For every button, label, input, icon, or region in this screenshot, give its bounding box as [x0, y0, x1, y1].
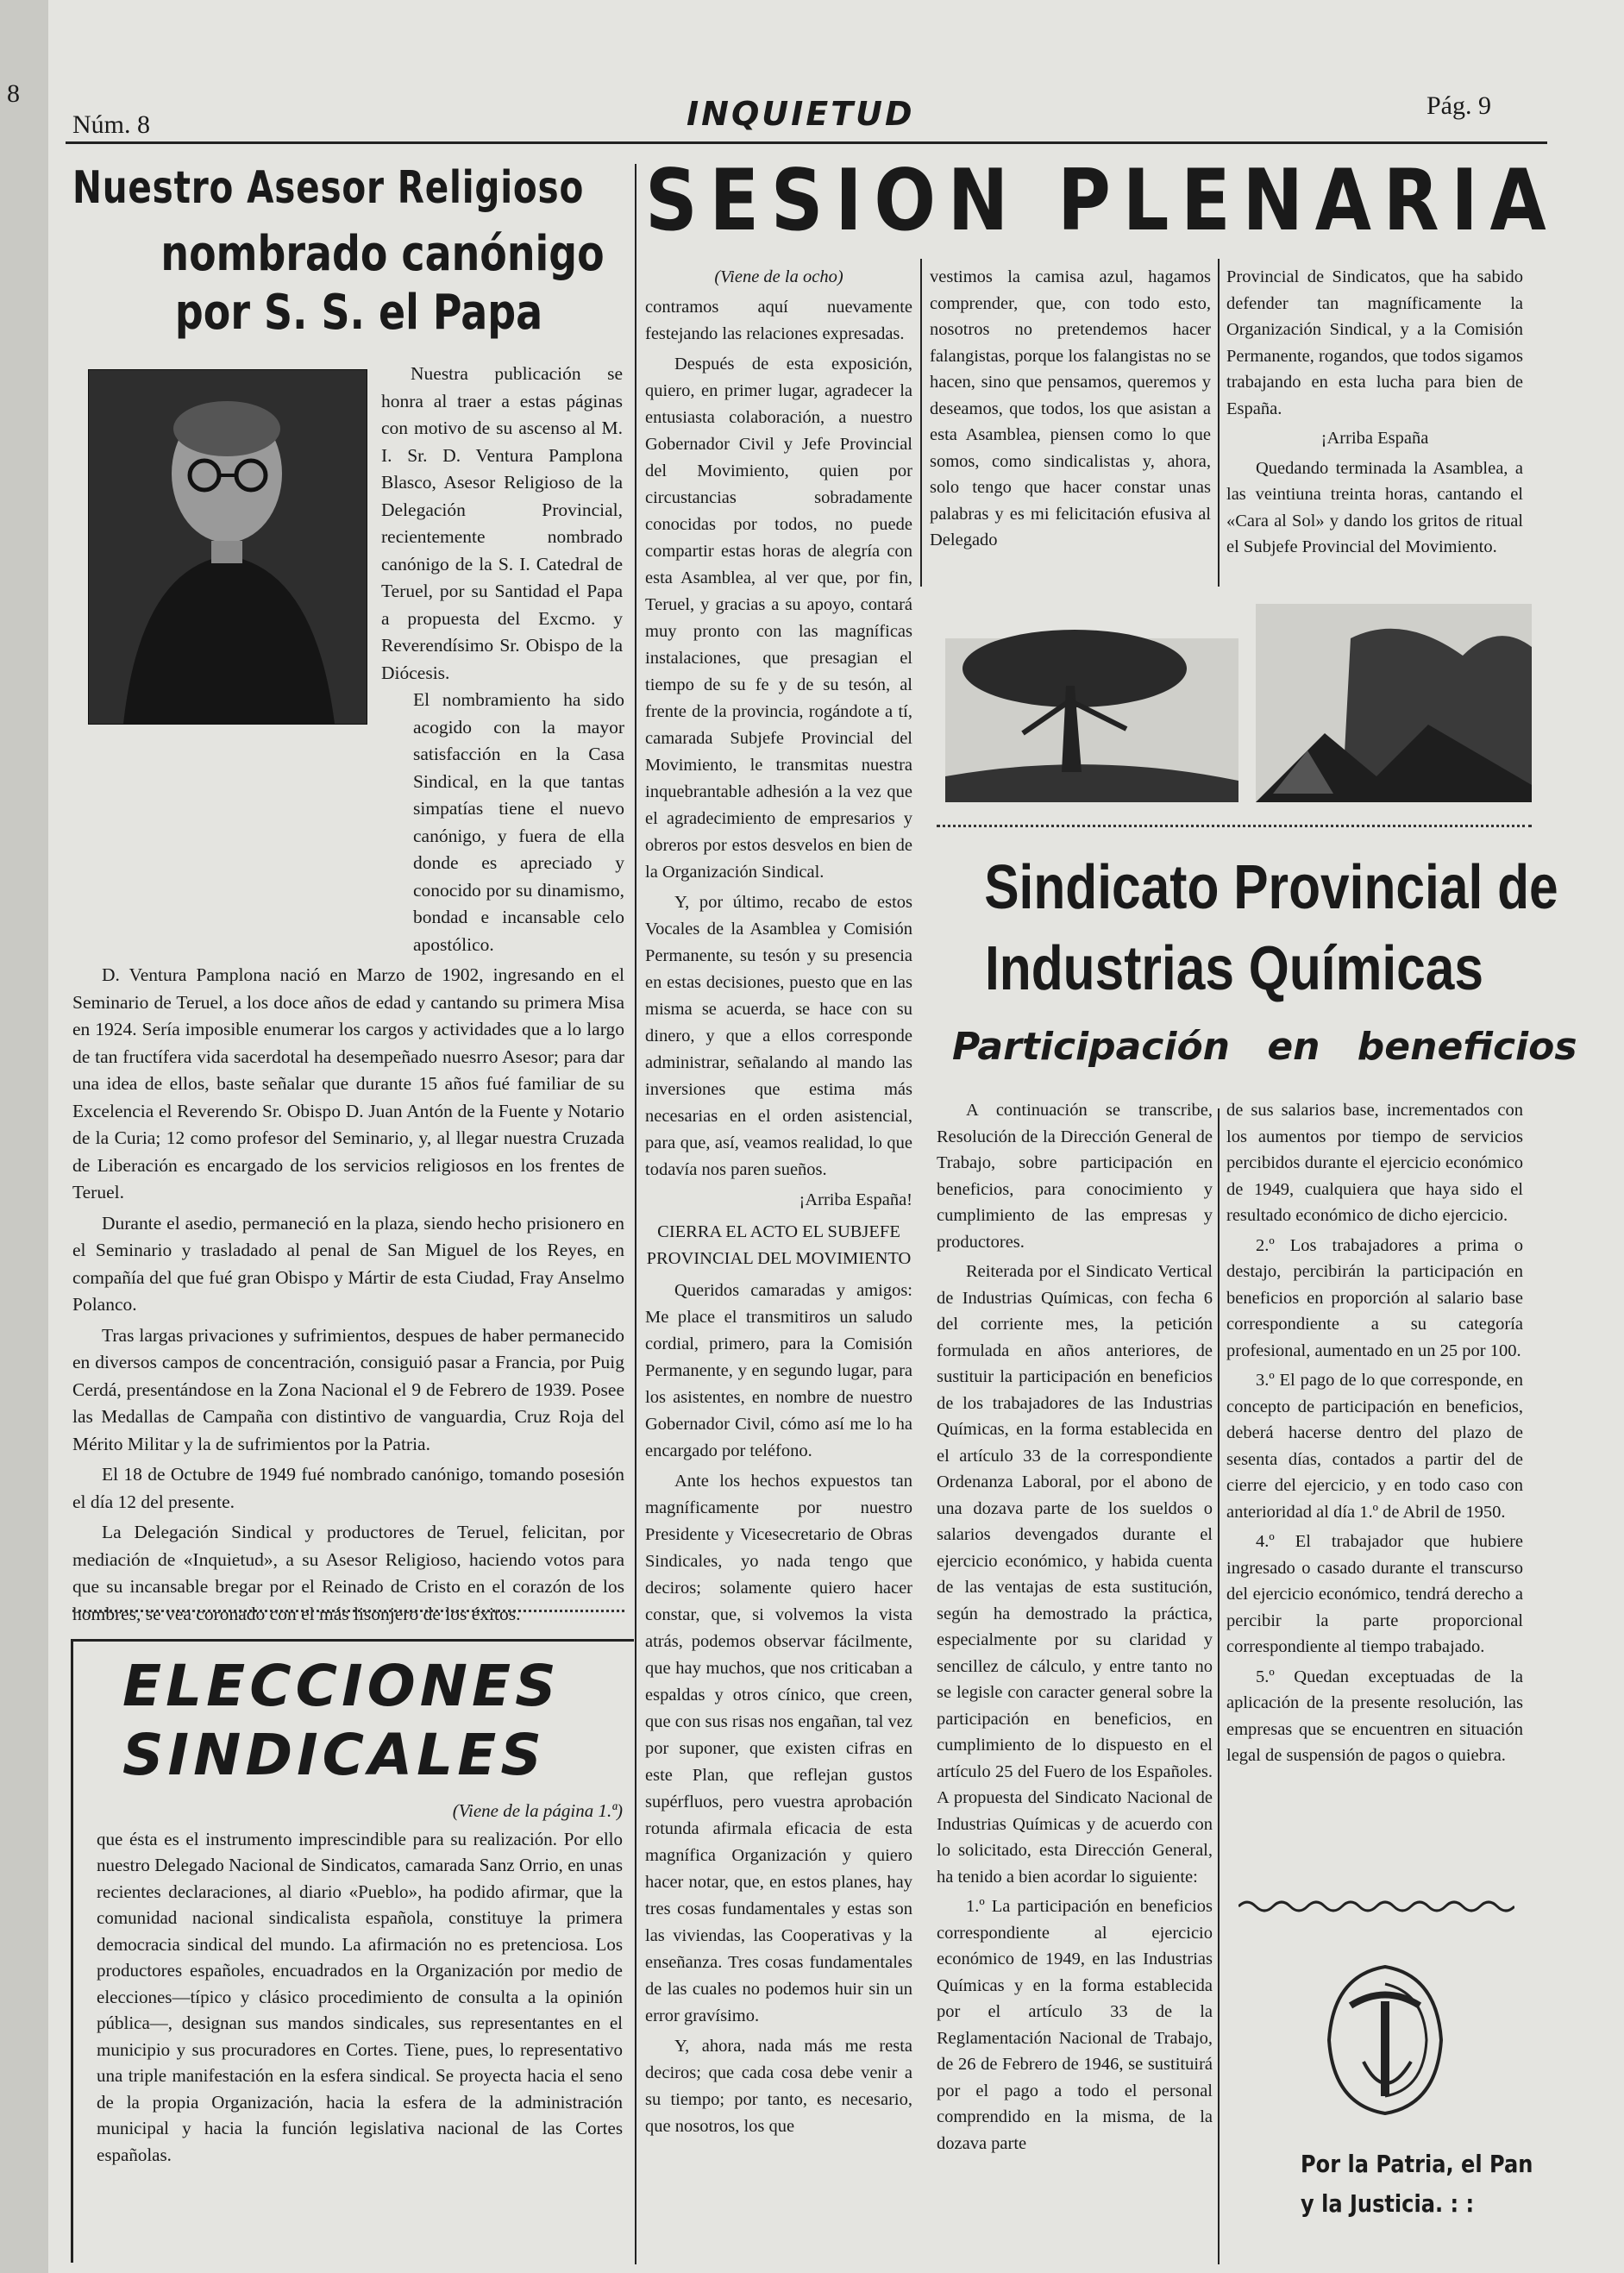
sesion-closing: ¡Arriba España [1320, 429, 1429, 448]
issue-number: Núm. 8 [72, 110, 150, 139]
column-divider [1218, 1108, 1220, 2264]
sindicato-column-2 [1226, 1097, 1523, 1773]
previous-page-edge [0, 0, 51, 2273]
sesion-closing: ¡Arriba España! [799, 1190, 912, 1209]
sindicato-paragraph: A continuación se transcribe, Resolución de la Dirección General de Trabajo, sobre participación en beneficios, para conocimiento y cumplimiento de las empresas y productores. [937, 1101, 1213, 1252]
priest-portrait-image [89, 370, 367, 724]
header-rule [66, 141, 1547, 144]
sesion-paragraph: Ante los hechos expuestos tan magníficamente por nuestro Presidente y Vicesecretario de Obras Sindicales, yo nada tengo que deciros; solamente quiero hacer constar, que, si volvemos la vista atrás, podemos observar fácilmente, que hay muchos, que nos criticaban a espaldas y otros cínico, que creen, que con sus risas nos engañan, tal vez por suponer, que existen cifras en este Plan, que reflejan gustos supérfluos, pero vuestra aprobación rotunda afirmala eficacia de esta magnífica Organización y quiero hacer notar, que, en estos planes, hay tres cosas fundamentales y estas son las viviendas, las Cooperativas y la enseñanza. Tres cosas fundamentales de las cuales no podemos huir sin un error gravísimo. [645, 1472, 912, 2025]
sesion-paragraph: Queridos camaradas y amigos: Me place el transmitiros un saludo cordial, primero, para la Comisión Permanente, y en segundo lugar, para los asistentes, en nombre de nuestro Gobernador Civil, cómo así me lo ha encargado por teléfono. [645, 1281, 912, 1460]
article-paragraph: El 18 de Octubre de 1949 fué nombrado canónigo, tomando posesión el día 12 del presente. [72, 1464, 624, 1512]
sesion-paragraph: Y, por último, recabo de estos Vocales de la Asamblea y Comisión Permanente, su tesón y su presencia en estas decisiones, puesto que en las misma se acuerda, se hace con su dinero, y que a ellos corresponde administrar, señalando al mando las inversiones que estima más necesarias en el orden asistencial, para que, así, veamos realidad, lo que todavía nos paren sueños. [645, 893, 912, 1179]
sesion-title: SESION PLENARIA [645, 152, 1558, 250]
sesion-paragraph: Provincial de Sindicatos, que ha sabido defender tan magníficamente la Organización Sindical, y a la Comisión Permanente, rogandos, que todos sigamos trabajando en esta lucha para bien de España. [1226, 267, 1523, 418]
article-paragraph: Nuestra publicación se honra al traer a estas páginas con motivo de su ascenso al M. I. Sr. D. Ventura Pamplona Blasco, Asesor Religioso de la Delegación Provincial, recientemente nombrado canónigo de la S. I. Catedral de Teruel, por su Santidad el Papa a propuesta del Excmo. y Reverendísimo Sr. Obispo de la Diócesis. [381, 363, 623, 683]
sindicato-column-1 [937, 1097, 1213, 2160]
sesion-column-1 [645, 264, 912, 2144]
dotted-separator [72, 1610, 624, 1612]
column-divider [920, 259, 922, 587]
sesion-paragraph: Después de esta exposición, quiero, en primer lugar, agradecer la entusiasta colaboración, a nuestro Gobernador Civil y Jefe Provincial del Movimiento, quien por circustancias sobradamente conocidas por todos, no puede compartir estas horas de alegría con esta Asamblea, al ver que, por fin, Teruel, y gracias a su apoyo, contará muy pronto con las magníficas instalaciones, que presagian el tiempo de su fe y de su tesón, al frente de la provincia, rogándote a tí, camarada Subjefe Provincial del Movimiento, le transmitas nuestra inquebrantable adhesión a la vez que el agradecimiento de empresarios y obreros por estos desvelos en bien de la Organización Sindical. [645, 355, 912, 882]
elecciones-title-line2: SINDICALES [122, 1722, 546, 1788]
elecciones-title: ELECCIONES [122, 1653, 561, 1719]
continued-note: (Viene de la página 1.ª) [452, 1800, 623, 1821]
article-body [72, 687, 624, 1631]
sindicato-emblem [1316, 1958, 1454, 2122]
motto-line1: Por la Patria, el Pan [1301, 2150, 1533, 2178]
sindicato-paragraph: 3.º El pago de lo que corresponde, en concepto de participación en beneficios, deberá hacerse dentro del plazo de sesenta días, contados a partir del de cierre del ejercicio, y en todo caso con anterioridad al día 1.º de Abril de 1950. [1226, 1371, 1523, 1522]
sesion-paragraph: Y, ahora, nada más me resta deciros; que cada cosa debe venir a su tiempo; por tanto, es necesario, que nosotros, los que [645, 2037, 912, 2136]
previous-page-number: 8 [7, 79, 20, 108]
mountain-illustration [1256, 604, 1532, 802]
masthead: INQUIETUD [687, 95, 915, 133]
sindicato-title: Sindicato Provincial de [984, 853, 1558, 922]
continued-note: (Viene de la ocho) [714, 267, 843, 286]
article-paragraph: Tras largas privaciones y sufrimientos, despues de haber permanecido en diversos campos de concentración, consiguió pasar a Francia, por Puig Cerdá, presentándose en la Zona Nacional el 9 de Febrero de 1939. Posee las Medallas de Campaña con distintivo de vanguardia, Cruz Roja del Mérito Militar y la de sufrimientos por la Patria. [72, 1324, 624, 1454]
page-number: Pág. 9 [1426, 91, 1491, 120]
wavy-separator [1238, 1898, 1514, 1915]
elecciones-body [97, 1798, 623, 2171]
motto-line2: y la Justicia. : : [1301, 2189, 1475, 2218]
sesion-paragraph: contramos aquí nuevamente festejando las relaciones expresadas. [645, 298, 912, 343]
sesion-column-2 [930, 264, 1211, 557]
article-title-line3: por S. S. el Papa [174, 285, 543, 341]
sindicato-paragraph: 4.º El trabajador que hubiere ingresado o casado durante el transcurso del ejercicio económico, tendrá derecho a percibir la parte proporcional correspondiente al tiempo trabajado. [1226, 1532, 1523, 1656]
article-paragraph: D. Ventura Pamplona nació en Marzo de 1902, ingresando en el Seminario de Teruel, a los doce años de edad y cantando su primera Misa en 1924. Sería imposible enumerar los cargos y actividades que a lo largo de tan fructífera vida sacerdotal ha desempeñado nuesrro Asesor; para dar una idea de ellos, baste señalar que durante 15 años fué familiar de su Excelencia el Reverendo Sr. Obispo D. Juan Antón de la Fuente y Notario de la Curia; 12 como profesor del Seminario, y, al llegar nuestra Cruzada de Liberación es encargado de los servicios religiosos en los frentes de Teruel. [72, 964, 624, 1202]
dotted-separator [937, 825, 1532, 827]
column-divider [1218, 259, 1220, 587]
sindicato-title-line2: Industrias Químicas [984, 934, 1484, 1003]
article-paragraph: La Delegación Sindical y productores de Teruel, felicitan, por mediación de «Inquietud», a su Asesor Religioso, haciendo votos para que su incansable bregar por el Reinado de Cristo en el corazón de los hombres, se vea coronado con el más lisonjero de los éxitos. [72, 1522, 624, 1624]
article-title-line2: nombrado canónigo [160, 226, 605, 282]
column-divider [635, 164, 636, 2264]
sesion-paragraph: Quedando terminada la Asamblea, a las veintiuna treinta horas, cantando el «Cara al Sol» y dando los gritos de ritual el Subjefe Provincial del Movimiento. [1226, 458, 1523, 556]
sindicato-subtitle: Participación en beneficios [952, 1025, 1577, 1069]
newspaper-page [48, 0, 1624, 2273]
sindicato-paragraph: de sus salarios base, incrementados con los aumentos por tiempo de servicios percibidos durante el ejercicio económico de 1949, cualquiera que haya sido el resultado económico de dicho ejercicio. [1226, 1101, 1523, 1225]
sesion-subhead: CIERRA EL ACTO EL SUBJEFE PROVINCIAL DEL MOVIMIENTO [646, 1222, 912, 1268]
article-intro [381, 361, 623, 690]
sesion-paragraph: vestimos la camisa azul, hagamos comprender, que, con todo esto, nosotros no pretendemos hacer falangistas, porque los falangistas no se hacen, sino que pensamos, queremos y deseamos, que todos, los que asistan a esta Asamblea, piensen como lo que somos, como sindicalistas y, ahora, solo tengo que hacer constar unas palabras y es mi felicitación efusiva al Delegado [930, 267, 1211, 549]
tree-illustration [945, 604, 1238, 802]
sindicato-paragraph: 2.º Los trabajadores a prima o destajo, percibirán la participación en beneficios en proporción al salario base correspondiente a su categoría profesional, aumentado en un 25 por 100. [1226, 1235, 1523, 1360]
sindicato-paragraph: 5.º Quedan exceptuadas de la aplicación de la presente resolución, las empresas que se encuentren en situación legal de suspensión de pagos o quiebra. [1226, 1667, 1523, 1765]
portrait-photo [88, 369, 367, 725]
sesion-column-3 [1226, 264, 1523, 564]
elecciones-paragraph: que ésta es el instrumento imprescindible para su realización. Por ello nuestro Delegado Nacional de Sindicatos, camarada Sanz Orrio, en unas recientes declaraciones, al diario «Pueblo», ha podido afirmar, que la comunidad nacional sindicalista española, constituye la primera democracia sindical del mundo. La afirmación no es pretenciosa. Los productores españoles, encuadrados en la Organización por medio de elecciones—típico y clásico procedimiento de consulta a la opinión pública—, designan sus mandos sindicales, sus representantes en el municipio y sus procuradores en Cortes. Tiene, pues, lo representativo una triple manifestación en la esfera sindical. Se proyecta hacia el seno de la propia Organización, hacia la esfera de la administración municipal y hacia la función legislativa nacional de las Cortes españolas. [97, 1828, 623, 2165]
article-paragraph: Durante el asedio, permaneció en la plaza, siendo hecho prisionero en el Seminario y trasladado al penal de San Miguel de los Reyes, en compañía del que fué gran Obispo y Mártir de esta Ciudad, Fray Anselmo Polanco. [72, 1212, 624, 1315]
article-paragraph: El nombramiento ha sido acogido con la mayor satisfacción en la Casa Sindical, en la que tantas simpatías tiene el nuevo canónigo, y fuera de ella donde es apreciado y conocido por su dinamismo, bondad e incansable celo apostólico. [413, 689, 624, 955]
sindicato-paragraph: 1.º La participación en beneficios correspondiente al ejercicio económico de 1949, en las Industrias Químicas y en la forma establecida por el artículo 33 de la Reglamentación Nacional de Trabajo, de 26 de Febrero de 1946, se sustituirá por el pago a todo el personal comprendido en la misma, de la dozava parte [937, 1897, 1213, 2153]
article-title: Nuestro Asesor Religioso [72, 162, 585, 214]
sindicato-paragraph: Reiterada por el Sindicato Vertical de Industrias Químicas, con fecha 6 del corriente mes, la petición formulada en años anteriores, de sustituir la participación en beneficios de los trabajadores de las Industrias Químicas, en la forma establecida en el artículo 33 de la correspondiente Ordenanza Laboral, por el abono de una dozava parte de los sueldos o salarios devengados durante el ejercicio económico, y habida cuenta de las ventajas de esta sustitución, según ha demostrado la práctica, especialmente por su claridad y sencillez de cálculo, y entre tanto no se legisle con caracter general sobre la participación en beneficios, en cumplimiento de lo dispuesto en el artículo 25 del Fuero de los Españoles. A propuesta del Sindicato Nacional de Industrias Químicas y de acuerdo con lo solicitado, esta Dirección General, ha tenido a bien acordar lo siguiente: [937, 1262, 1213, 1887]
